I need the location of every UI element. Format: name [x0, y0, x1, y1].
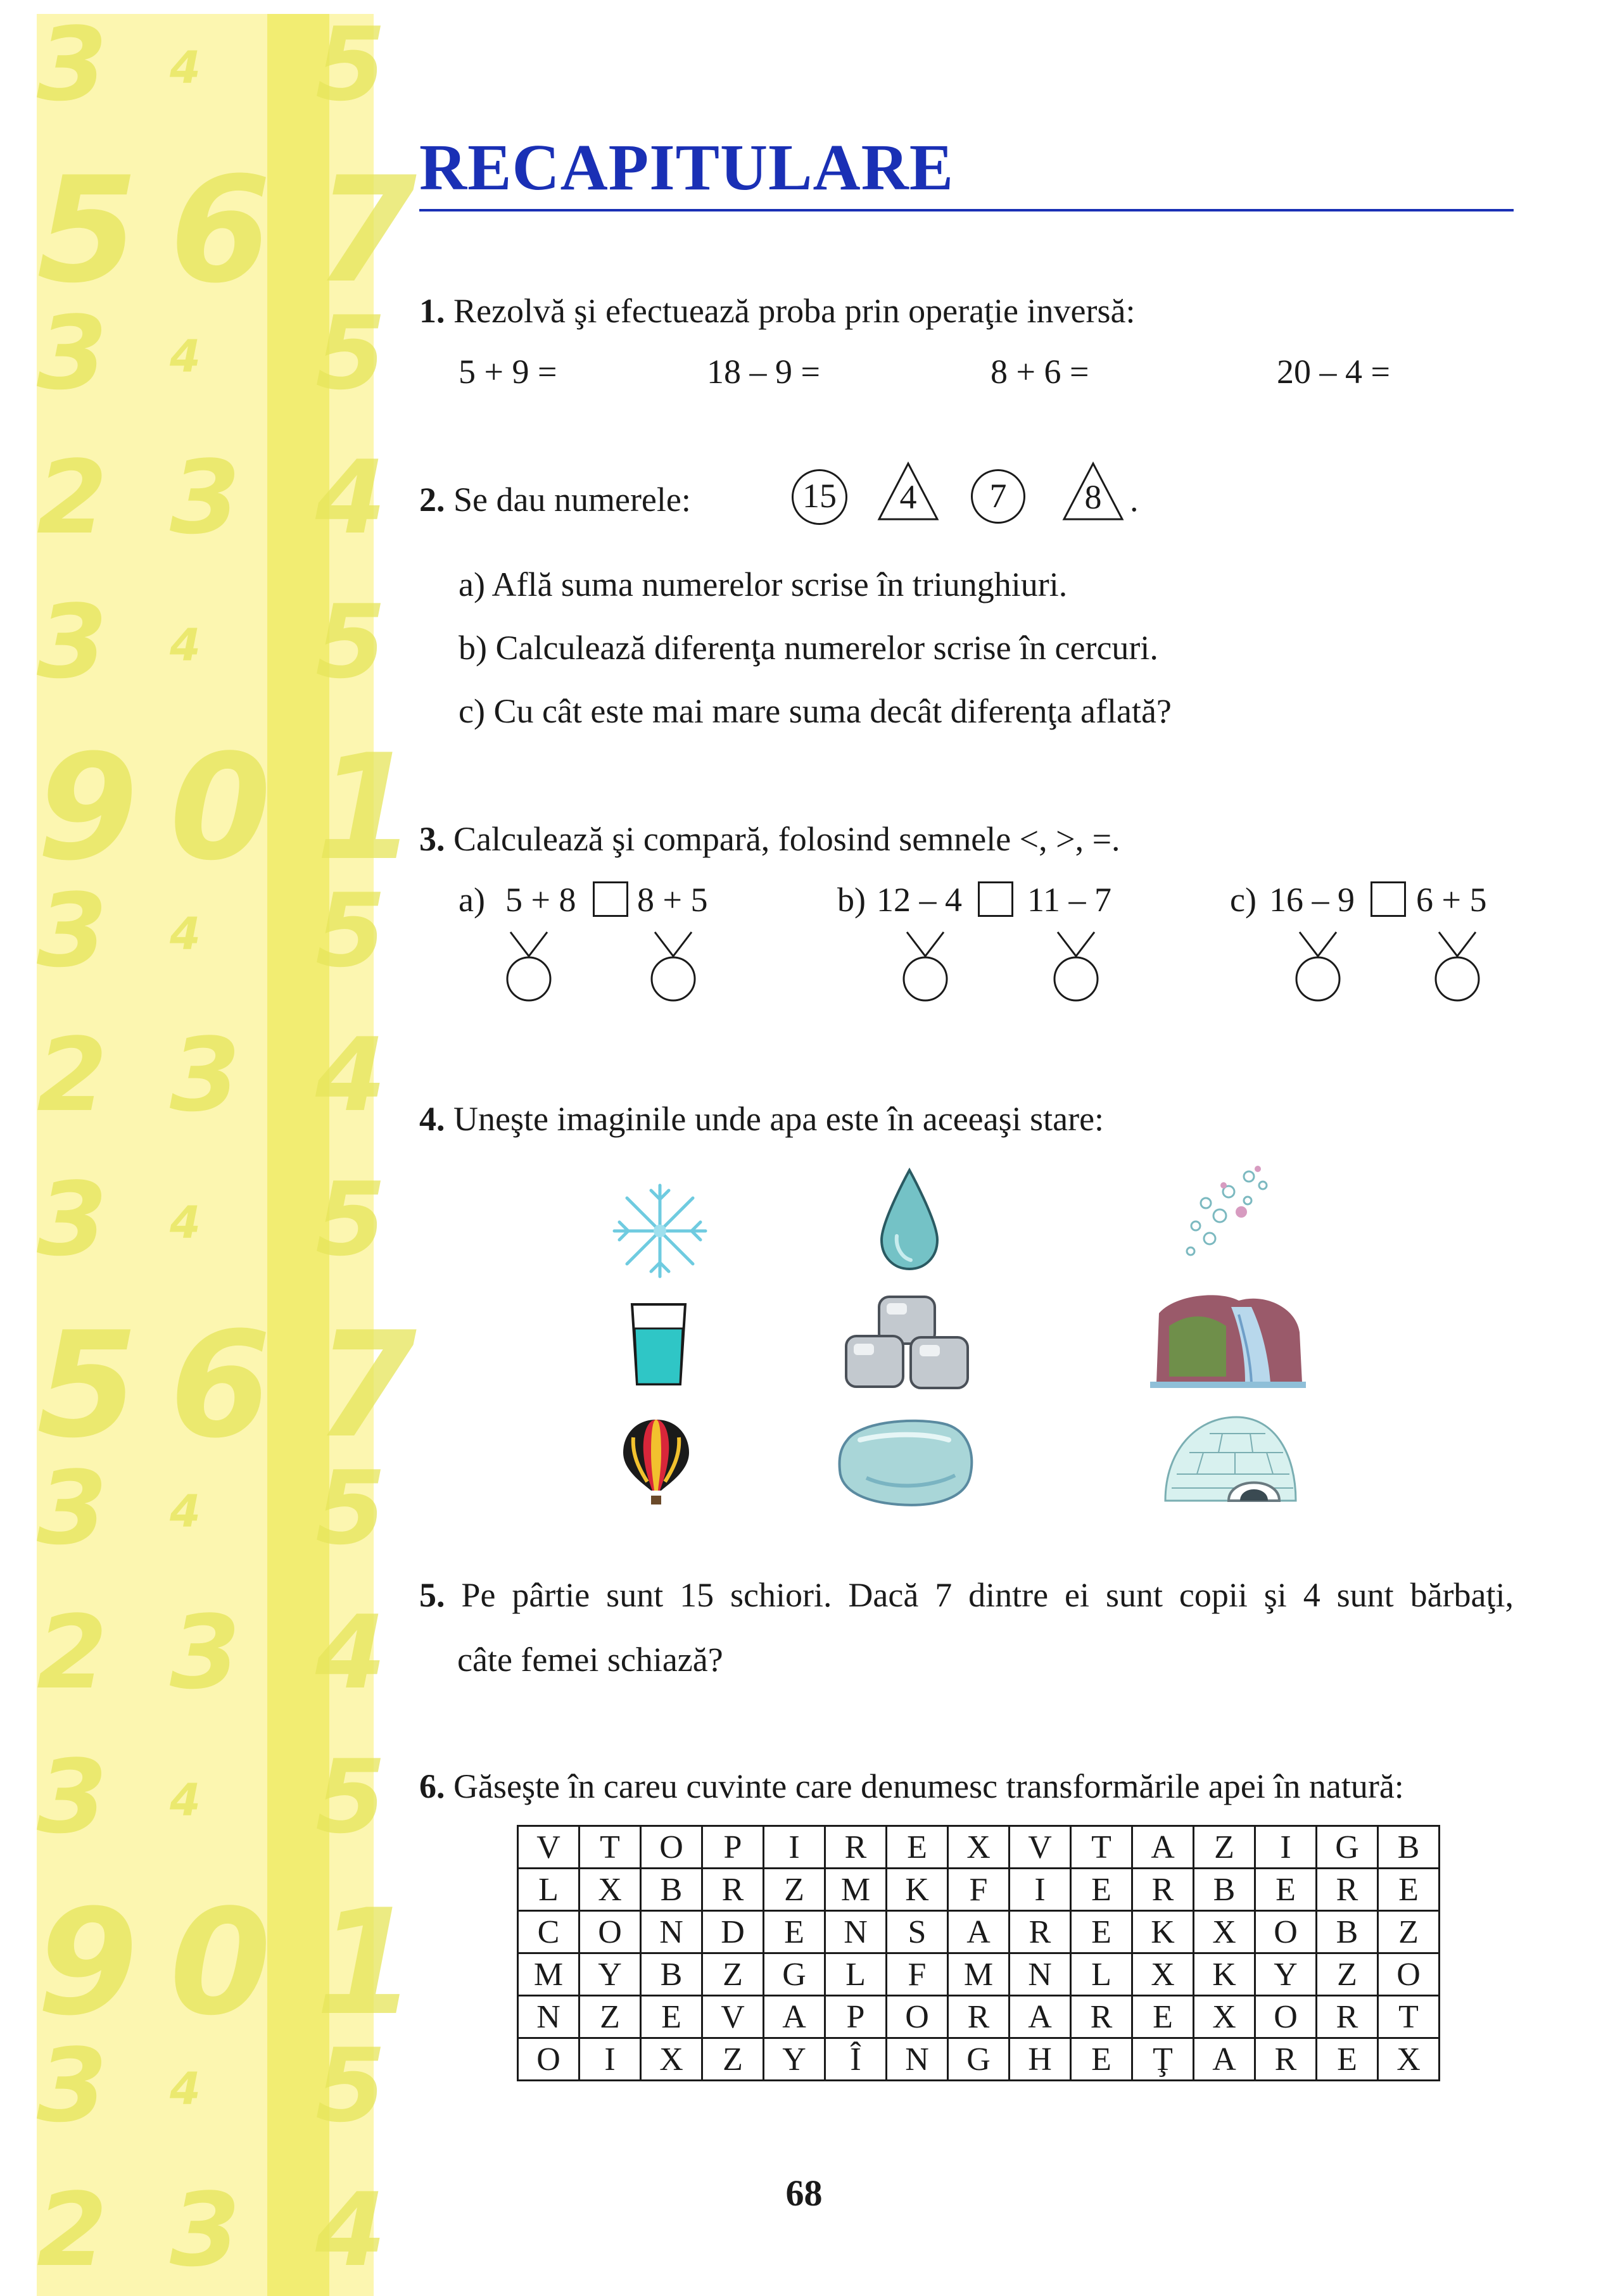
grid-cell[interactable]: I	[1010, 1869, 1071, 1911]
exercise-6-prompt	[419, 1767, 1404, 1806]
decorative-digit: 3	[37, 294, 108, 412]
grid-cell[interactable]: T	[579, 1826, 641, 1869]
exercise-3a-left: 5 + 8	[505, 881, 576, 919]
igloo-image[interactable]	[1159, 1411, 1302, 1507]
comparison-answer-box[interactable]	[978, 881, 1013, 917]
grid-cell[interactable]: P	[702, 1826, 764, 1869]
grid-cell[interactable]: H	[1010, 2038, 1071, 2081]
grid-cell[interactable]: A	[764, 1996, 825, 2038]
grid-cell[interactable]: T	[1378, 1996, 1440, 2038]
grid-cell[interactable]: K	[1132, 1911, 1194, 1953]
decorative-digit: 9	[37, 1879, 139, 2048]
grid-cell[interactable]: I	[579, 2038, 641, 2081]
grid-cell[interactable]: N	[1010, 1953, 1071, 1996]
grid-cell[interactable]: F	[948, 1869, 1010, 1911]
exercise-3c-left: 16 – 9	[1269, 881, 1355, 919]
grid-cell[interactable]: A	[1194, 2038, 1255, 2081]
decorative-digit: 5	[315, 871, 386, 990]
grid-row	[518, 2038, 1440, 2081]
grid-cell[interactable]: Y	[579, 1953, 641, 1996]
grid-cell[interactable]: R	[1132, 1869, 1194, 1911]
grid-cell[interactable]: V	[518, 1826, 579, 1869]
exercise-2-item-c: c) Cu cât este mai mare suma decât diferenţa aflată?	[459, 692, 1172, 730]
grid-cell[interactable]: Y	[1255, 1953, 1317, 1996]
grid-cell[interactable]: N	[518, 1996, 579, 2038]
decorative-digit: 5	[315, 1449, 386, 1567]
exercise-2-number: 2.	[419, 481, 445, 519]
grid-cell[interactable]: O	[641, 1826, 702, 1869]
grid-cell[interactable]: B	[641, 1869, 702, 1911]
grid-cell[interactable]: Z	[1194, 1826, 1255, 1869]
answer-circle[interactable]	[1289, 928, 1346, 1004]
exercise-2-item-b: b) Calculează diferenţa numerelor scrise în cercuri.	[459, 629, 1158, 667]
grid-cell[interactable]: X	[1378, 2038, 1440, 2081]
comparison-answer-box[interactable]	[1371, 881, 1406, 917]
decorative-digit: 2	[37, 438, 108, 557]
grid-cell[interactable]: E	[1255, 1869, 1317, 1911]
waterfall-image[interactable]	[1150, 1288, 1306, 1392]
grid-cell[interactable]: Y	[764, 2038, 825, 2081]
grid-cell[interactable]: X	[1132, 1953, 1194, 1996]
grid-cell[interactable]: R	[1317, 1869, 1378, 1911]
grid-cell[interactable]: Z	[764, 1869, 825, 1911]
grid-cell[interactable]: Î	[825, 2038, 887, 2081]
title-underline	[419, 209, 1514, 211]
grid-cell[interactable]: E	[1071, 2038, 1132, 2081]
grid-cell[interactable]: L	[518, 1869, 579, 1911]
grid-cell[interactable]: N	[825, 1911, 887, 1953]
answer-circle[interactable]	[1048, 928, 1105, 1004]
grid-cell[interactable]: I	[764, 1826, 825, 1869]
exercise-3a-label: a)	[459, 881, 485, 919]
decorative-digit: 6	[170, 1301, 272, 1470]
decorative-digit: 5	[315, 583, 386, 701]
grid-cell[interactable]: B	[1194, 1869, 1255, 1911]
decorative-digit: 5	[315, 1160, 386, 1278]
decorative-digit: 2	[37, 1593, 108, 1712]
grid-cell[interactable]: A	[948, 1911, 1010, 1953]
decorative-digit: 6	[170, 146, 272, 315]
exercise-4-prompt	[419, 1099, 1104, 1139]
exercise-3-text: Calculează şi compară, folosind semnele <, >, =.	[453, 820, 1120, 858]
grid-cell[interactable]: B	[1378, 1826, 1440, 1869]
grid-cell[interactable]: K	[1194, 1953, 1255, 1996]
answer-circle[interactable]	[897, 928, 954, 1004]
decorative-digit: 4	[315, 438, 386, 557]
grid-cell[interactable]: G	[1317, 1826, 1378, 1869]
grid-cell[interactable]: D	[702, 1911, 764, 1953]
grid-cell[interactable]: X	[1194, 1996, 1255, 2038]
grid-cell[interactable]: X	[641, 2038, 702, 2081]
decorative-digit: 0	[170, 724, 272, 893]
grid-cell[interactable]: E	[1071, 1911, 1132, 1953]
snowflake-image[interactable]	[609, 1180, 711, 1282]
grid-cell[interactable]: Z	[702, 2038, 764, 2081]
grid-cell[interactable]: R	[1010, 1911, 1071, 1953]
ice-block-image[interactable]	[835, 1415, 977, 1510]
exercise-6-number: 6.	[419, 1767, 445, 1805]
vapor-bubbles-image[interactable]	[1178, 1163, 1279, 1264]
exercise-1-op-1: 5 + 9 =	[459, 353, 557, 391]
decorative-digit: 4	[170, 619, 201, 671]
exercise-2-period: .	[1130, 481, 1139, 519]
grid-cell[interactable]: R	[702, 1869, 764, 1911]
decorative-digit: 3	[37, 1738, 108, 1856]
decorative-digit: 3	[37, 2026, 108, 2145]
decorative-digit: 2	[37, 1016, 108, 1134]
exercise-1-number: 1.	[419, 292, 445, 330]
grid-cell[interactable]: M	[825, 1869, 887, 1911]
grid-cell[interactable]: R	[948, 1996, 1010, 2038]
decorative-digit: 3	[37, 1160, 108, 1278]
grid-cell[interactable]: K	[887, 1869, 948, 1911]
grid-cell[interactable]: B	[1317, 1911, 1378, 1953]
grid-cell[interactable]: C	[518, 1911, 579, 1953]
comparison-answer-box[interactable]	[593, 881, 628, 917]
exercise-1-text: Rezolvă şi efectuează proba prin operaţie inversă:	[453, 292, 1136, 330]
exercise-3b-left: 12 – 4	[877, 881, 962, 919]
exercise-3b-right: 11 – 7	[1027, 881, 1111, 919]
exercise-6-text: Găseşte în careu cuvinte care denumesc transformările apei în natură:	[453, 1767, 1404, 1805]
grid-cell[interactable]: R	[1071, 1996, 1132, 2038]
grid-cell[interactable]: E	[887, 1826, 948, 1869]
grid-cell[interactable]: A	[1010, 1996, 1071, 2038]
grid-cell[interactable]: S	[887, 1911, 948, 1953]
decorative-digit: 4	[170, 331, 201, 382]
exercise-3a-right: 8 + 5	[637, 881, 708, 919]
exercise-1-prompt	[419, 291, 1135, 331]
grid-cell[interactable]: O	[579, 1911, 641, 1953]
exercise-5-line-1	[419, 1575, 1514, 1615]
water-drop-image[interactable]	[871, 1165, 947, 1273]
exercise-1-op-4: 20 – 4 =	[1277, 353, 1390, 391]
exercise-5-number: 5.	[419, 1576, 445, 1614]
page-number: 68	[785, 2173, 823, 2214]
grid-cell[interactable]: V	[702, 1996, 764, 2038]
triangle-number-8: 8	[1084, 478, 1102, 516]
page-title: RECAPITULARE	[419, 131, 954, 204]
grid-row	[518, 1869, 1440, 1911]
exercise-3b-label: b)	[837, 881, 866, 919]
exercise-5-line-2: câte femei schiază?	[457, 1641, 723, 1679]
exercise-3c-right: 6 + 5	[1416, 881, 1487, 919]
decorative-digit: 1	[315, 724, 417, 893]
decorative-digit: 4	[170, 1197, 201, 1249]
grid-cell[interactable]: B	[641, 1953, 702, 1996]
grid-cell[interactable]: E	[1317, 2038, 1378, 2081]
grid-cell[interactable]: G	[948, 2038, 1010, 2081]
grid-cell[interactable]: L	[1071, 1953, 1132, 1996]
ice-cubes-image[interactable]	[842, 1292, 972, 1394]
exercise-3-prompt	[419, 819, 1120, 859]
exercise-3c-label: c)	[1230, 881, 1257, 919]
circle-number-7: 7	[989, 477, 1007, 515]
decorative-digit: 4	[170, 908, 201, 960]
grid-cell[interactable]: E	[1071, 1869, 1132, 1911]
grid-row	[518, 1953, 1440, 1996]
grid-row	[518, 1826, 1440, 1869]
grid-cell[interactable]: A	[1132, 1826, 1194, 1869]
decorative-digit: 1	[315, 1879, 417, 2048]
exercise-1-op-3: 8 + 6 =	[991, 353, 1089, 391]
decorative-digit: 4	[170, 42, 201, 94]
grid-cell[interactable]: Z	[1317, 1953, 1378, 1996]
decorative-digit: 3	[37, 1449, 108, 1567]
decorative-digit: 0	[170, 1879, 272, 2048]
grid-cell[interactable]: R	[1255, 2038, 1317, 2081]
grid-cell[interactable]: N	[641, 1911, 702, 1953]
decorative-digit: 4	[170, 1485, 201, 1537]
decorative-digit: 9	[37, 724, 139, 893]
answer-circle[interactable]	[1429, 928, 1486, 1004]
glass-of-water-image[interactable]	[628, 1299, 689, 1388]
decorative-digit: 5	[37, 146, 139, 315]
grid-cell[interactable]: O	[1378, 1953, 1440, 1996]
grid-cell[interactable]: V	[1010, 1826, 1071, 1869]
word-search-grid	[517, 1825, 1440, 2081]
exercise-2-text: Se dau numerele:	[453, 481, 691, 519]
exercise-4-number: 4.	[419, 1100, 445, 1138]
grid-cell[interactable]: R	[1317, 1996, 1378, 2038]
decorative-digit: 5	[315, 2026, 386, 2145]
grid-cell[interactable]: M	[948, 1953, 1010, 1996]
grid-cell[interactable]: Z	[1378, 1911, 1440, 1953]
grid-cell[interactable]: Ţ	[1132, 2038, 1194, 2081]
decorative-digit: 4	[315, 1593, 386, 1712]
exercise-3-number: 3.	[419, 820, 445, 858]
grid-cell[interactable]: O	[887, 1996, 948, 2038]
grid-cell[interactable]: Z	[702, 1953, 764, 1996]
decorative-digit: 3	[170, 1593, 241, 1712]
circle-number-15: 15	[802, 477, 837, 515]
grid-cell[interactable]: X	[948, 1826, 1010, 1869]
hot-air-balloon-image[interactable]	[618, 1416, 694, 1511]
answer-circle[interactable]	[645, 928, 702, 1004]
decorative-sidebar	[37, 5, 417, 2296]
decorative-digit: 2	[37, 2171, 108, 2289]
grid-cell[interactable]: E	[1378, 1869, 1440, 1911]
grid-cell[interactable]: E	[764, 1911, 825, 1953]
decorative-digit: 3	[170, 2171, 241, 2289]
exercise-1-op-2: 18 – 9 =	[707, 353, 820, 391]
decorative-digit: 5	[315, 5, 386, 123]
answer-circle[interactable]	[500, 928, 557, 1004]
grid-row	[518, 1911, 1440, 1953]
grid-cell[interactable]: F	[887, 1953, 948, 1996]
decorative-digit: 5	[315, 1738, 386, 1856]
decorative-digit: 3	[37, 871, 108, 990]
grid-cell[interactable]: N	[887, 2038, 948, 2081]
grid-cell[interactable]: I	[1255, 1826, 1317, 1869]
grid-cell[interactable]: O	[1255, 1996, 1317, 2038]
decorative-digit: 4	[315, 2171, 386, 2289]
grid-cell[interactable]: R	[825, 1826, 887, 1869]
grid-cell[interactable]: M	[518, 1953, 579, 1996]
decorative-digit: 4	[315, 1016, 386, 1134]
decorative-digit: 7	[315, 1301, 417, 1470]
exercise-2-item-a: a) Află suma numerelor scrise în triunghiuri.	[459, 565, 1068, 603]
exercise-5-text-1: Pe pârtie sunt 15 schiori. Dacă 7 dintre ei sunt copii şi 4 sunt bărbaţi,	[461, 1576, 1514, 1614]
decorative-digit: 3	[37, 583, 108, 701]
decorative-digit: 7	[315, 146, 417, 315]
decorative-digit: 3	[37, 5, 108, 123]
grid-cell[interactable]: Z	[579, 1996, 641, 2038]
decorative-digit: 5	[315, 294, 386, 412]
exercise-2-prompt	[419, 480, 691, 519]
grid-cell[interactable]: X	[1194, 1911, 1255, 1953]
grid-cell[interactable]: E	[641, 1996, 702, 2038]
decorative-digit: 5	[37, 1301, 139, 1470]
exercise-4-text: Uneşte imaginile unde apa este în aceeaşi stare:	[453, 1100, 1105, 1138]
grid-cell[interactable]: L	[825, 1953, 887, 1996]
grid-cell[interactable]: G	[764, 1953, 825, 1996]
decorative-digit: 3	[170, 438, 241, 557]
grid-cell[interactable]: X	[579, 1869, 641, 1911]
grid-cell[interactable]: O	[518, 2038, 579, 2081]
grid-cell[interactable]: T	[1071, 1826, 1132, 1869]
grid-cell[interactable]: O	[1255, 1911, 1317, 1953]
decorative-digit: 4	[170, 2063, 201, 2115]
decorative-digit: 3	[170, 1016, 241, 1134]
grid-row	[518, 1996, 1440, 2038]
decorative-digit: 4	[170, 1774, 201, 1826]
grid-cell[interactable]: E	[1132, 1996, 1194, 2038]
grid-cell[interactable]: P	[825, 1996, 887, 2038]
triangle-number-4: 4	[899, 478, 917, 516]
